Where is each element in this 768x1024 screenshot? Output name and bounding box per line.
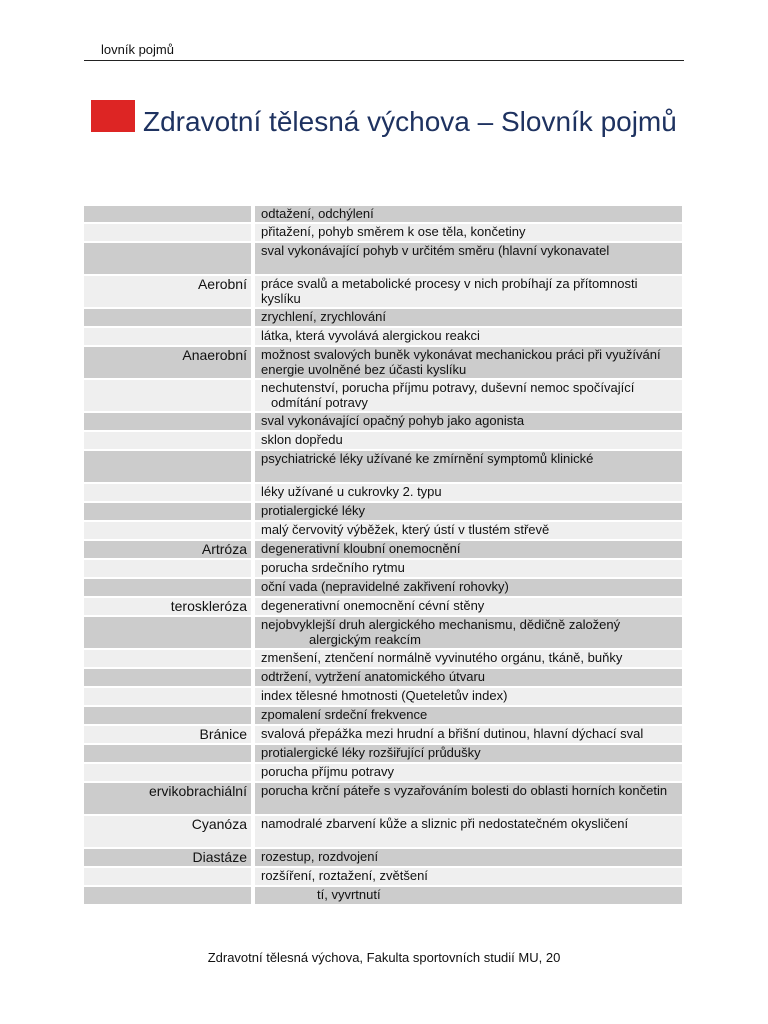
glossary-row <box>84 243 682 274</box>
glossary-definition: oční vada (nepravidelné zakřivení rohovky) <box>255 579 682 596</box>
glossary-term: Artróza <box>84 541 251 558</box>
glossary-term: Anaerobní <box>84 347 251 378</box>
glossary-definition-line: nechutenství, porucha příjmu potravy, duševní nemoc spočívající <box>261 380 635 395</box>
glossary-definition: degenerativní kloubní onemocnění <box>255 541 682 558</box>
glossary-term <box>84 206 251 222</box>
page-title: Zdravotní tělesná výchova – Slovník pojmů <box>143 106 677 137</box>
glossary-row <box>84 726 682 743</box>
glossary-term: Diastáze <box>84 849 251 866</box>
glossary-row <box>84 522 682 539</box>
glossary-term <box>84 224 251 241</box>
glossary-definition <box>255 380 682 411</box>
glossary-term <box>84 309 251 326</box>
running-header <box>84 41 684 61</box>
glossary-definition: zmenšení, ztenčení normálně vyvinutého orgánu, tkáně, buňky <box>255 650 682 667</box>
glossary-definition: léky užívané u cukrovky 2. typu <box>255 484 682 501</box>
glossary-row <box>84 309 682 326</box>
glossary-row <box>84 650 682 667</box>
glossary-definition: porucha příjmu potravy <box>255 764 682 781</box>
glossary-row <box>84 276 682 307</box>
glossary-definition: porucha srdečního rytmu <box>255 560 682 577</box>
glossary-term <box>84 868 251 885</box>
glossary-term <box>84 432 251 449</box>
glossary-definition-line: alergickým reakcím <box>309 632 421 647</box>
glossary-definition: zrychlení, zrychlování <box>255 309 682 326</box>
glossary-term <box>84 707 251 724</box>
glossary-term <box>84 579 251 596</box>
glossary-row <box>84 598 682 615</box>
glossary-table <box>84 204 682 906</box>
glossary-definition: přitažení, pohyb směrem k ose těla, končetiny <box>255 224 682 241</box>
glossary-term <box>84 484 251 501</box>
glossary-term <box>84 522 251 539</box>
glossary-definition: index tělesné hmotnosti (Queteletův index) <box>255 688 682 705</box>
glossary-term <box>84 745 251 762</box>
glossary-row <box>84 206 682 222</box>
glossary-row <box>84 413 682 430</box>
glossary-definition: sval vykonávající opačný pohyb jako agonista <box>255 413 682 430</box>
glossary-definition: práce svalů a metabolické procesy v nich probíhají za přítomnosti kyslíku <box>255 276 682 307</box>
glossary-definition: rozestup, rozdvojení <box>255 849 682 866</box>
glossary-definition: porucha krční páteře s vyzařováním bolesti do oblasti horních končetin <box>255 783 682 814</box>
glossary-row <box>84 560 682 577</box>
glossary-row <box>84 328 682 345</box>
glossary-definition: sklon dopředu <box>255 432 682 449</box>
glossary-term <box>84 688 251 705</box>
glossary-definition: protialergické léky rozšiřující průdušky <box>255 745 682 762</box>
glossary-definition: sval vykonávající pohyb v určitém směru (hlavní vykonavatel <box>255 243 682 274</box>
glossary-definition: protialergické léky <box>255 503 682 520</box>
glossary-definition <box>255 887 682 904</box>
glossary-term <box>84 617 251 648</box>
glossary-definition: odtržení, vytržení anatomického útvaru <box>255 669 682 686</box>
glossary-definition: možnost svalových buněk vykonávat mechanickou práci při využívání energie uvolněné bez účasti kyslíku <box>255 347 682 378</box>
glossary-term: teroskleróza <box>84 598 251 615</box>
title-marker <box>91 100 135 132</box>
glossary-row <box>84 764 682 781</box>
glossary-term <box>84 503 251 520</box>
glossary-definition-line: tí, vyvrtnutí <box>317 887 381 902</box>
glossary-row <box>84 484 682 501</box>
glossary-definition: látka, která vyvolává alergickou reakci <box>255 328 682 345</box>
glossary-term: Cyanóza <box>84 816 251 847</box>
glossary-definition <box>255 617 682 648</box>
glossary-row <box>84 707 682 724</box>
glossary-row <box>84 380 682 411</box>
glossary-term <box>84 380 251 411</box>
glossary-row <box>84 887 682 904</box>
glossary-term <box>84 669 251 686</box>
glossary-term <box>84 328 251 345</box>
glossary-definition: psychiatrické léky užívané ke zmírnění symptomů klinické <box>255 451 682 482</box>
glossary-term <box>84 764 251 781</box>
glossary-row <box>84 816 682 847</box>
glossary-row <box>84 868 682 885</box>
glossary-term <box>84 560 251 577</box>
running-header-title: lovník pojmů <box>101 42 174 57</box>
glossary-row <box>84 617 682 648</box>
glossary-row <box>84 783 682 814</box>
glossary-definition: rozšíření, roztažení, zvětšení <box>255 868 682 885</box>
glossary-term <box>84 887 251 904</box>
glossary-row <box>84 451 682 482</box>
glossary-definition: degenerativní onemocnění cévní stěny <box>255 598 682 615</box>
page-footer: Zdravotní tělesná výchova, Fakulta sportovních studií MU, 20 <box>207 950 561 965</box>
glossary-definition: malý červovitý výběžek, který ústí v tlustém střevě <box>255 522 682 539</box>
glossary-term: ervikobrachiální <box>84 783 251 814</box>
glossary-definition: zpomalení srdeční frekvence <box>255 707 682 724</box>
glossary-row <box>84 669 682 686</box>
glossary-definition-line: nejobvyklejší druh alergického mechanismu, dědičně založený <box>261 617 621 632</box>
glossary-row <box>84 579 682 596</box>
glossary-definition: svalová přepážka mezi hrudní a břišní dutinou, hlavní dýchací sval <box>255 726 682 743</box>
glossary-definition-line: odmítání potravy <box>271 395 368 410</box>
glossary-row <box>84 849 682 866</box>
glossary-definition: odtažení, odchýlení <box>255 206 682 222</box>
glossary-term <box>84 413 251 430</box>
glossary-term <box>84 243 251 274</box>
glossary-row <box>84 688 682 705</box>
glossary-term: Bránice <box>84 726 251 743</box>
glossary-row <box>84 745 682 762</box>
glossary-term <box>84 451 251 482</box>
glossary-row <box>84 224 682 241</box>
glossary-term <box>84 650 251 667</box>
glossary-row <box>84 347 682 378</box>
glossary-row <box>84 503 682 520</box>
glossary-definition: namodralé zbarvení kůže a sliznic při nedostatečném okysličení <box>255 816 682 847</box>
glossary-row <box>84 432 682 449</box>
glossary-row <box>84 541 682 558</box>
glossary-term: Aerobní <box>84 276 251 307</box>
